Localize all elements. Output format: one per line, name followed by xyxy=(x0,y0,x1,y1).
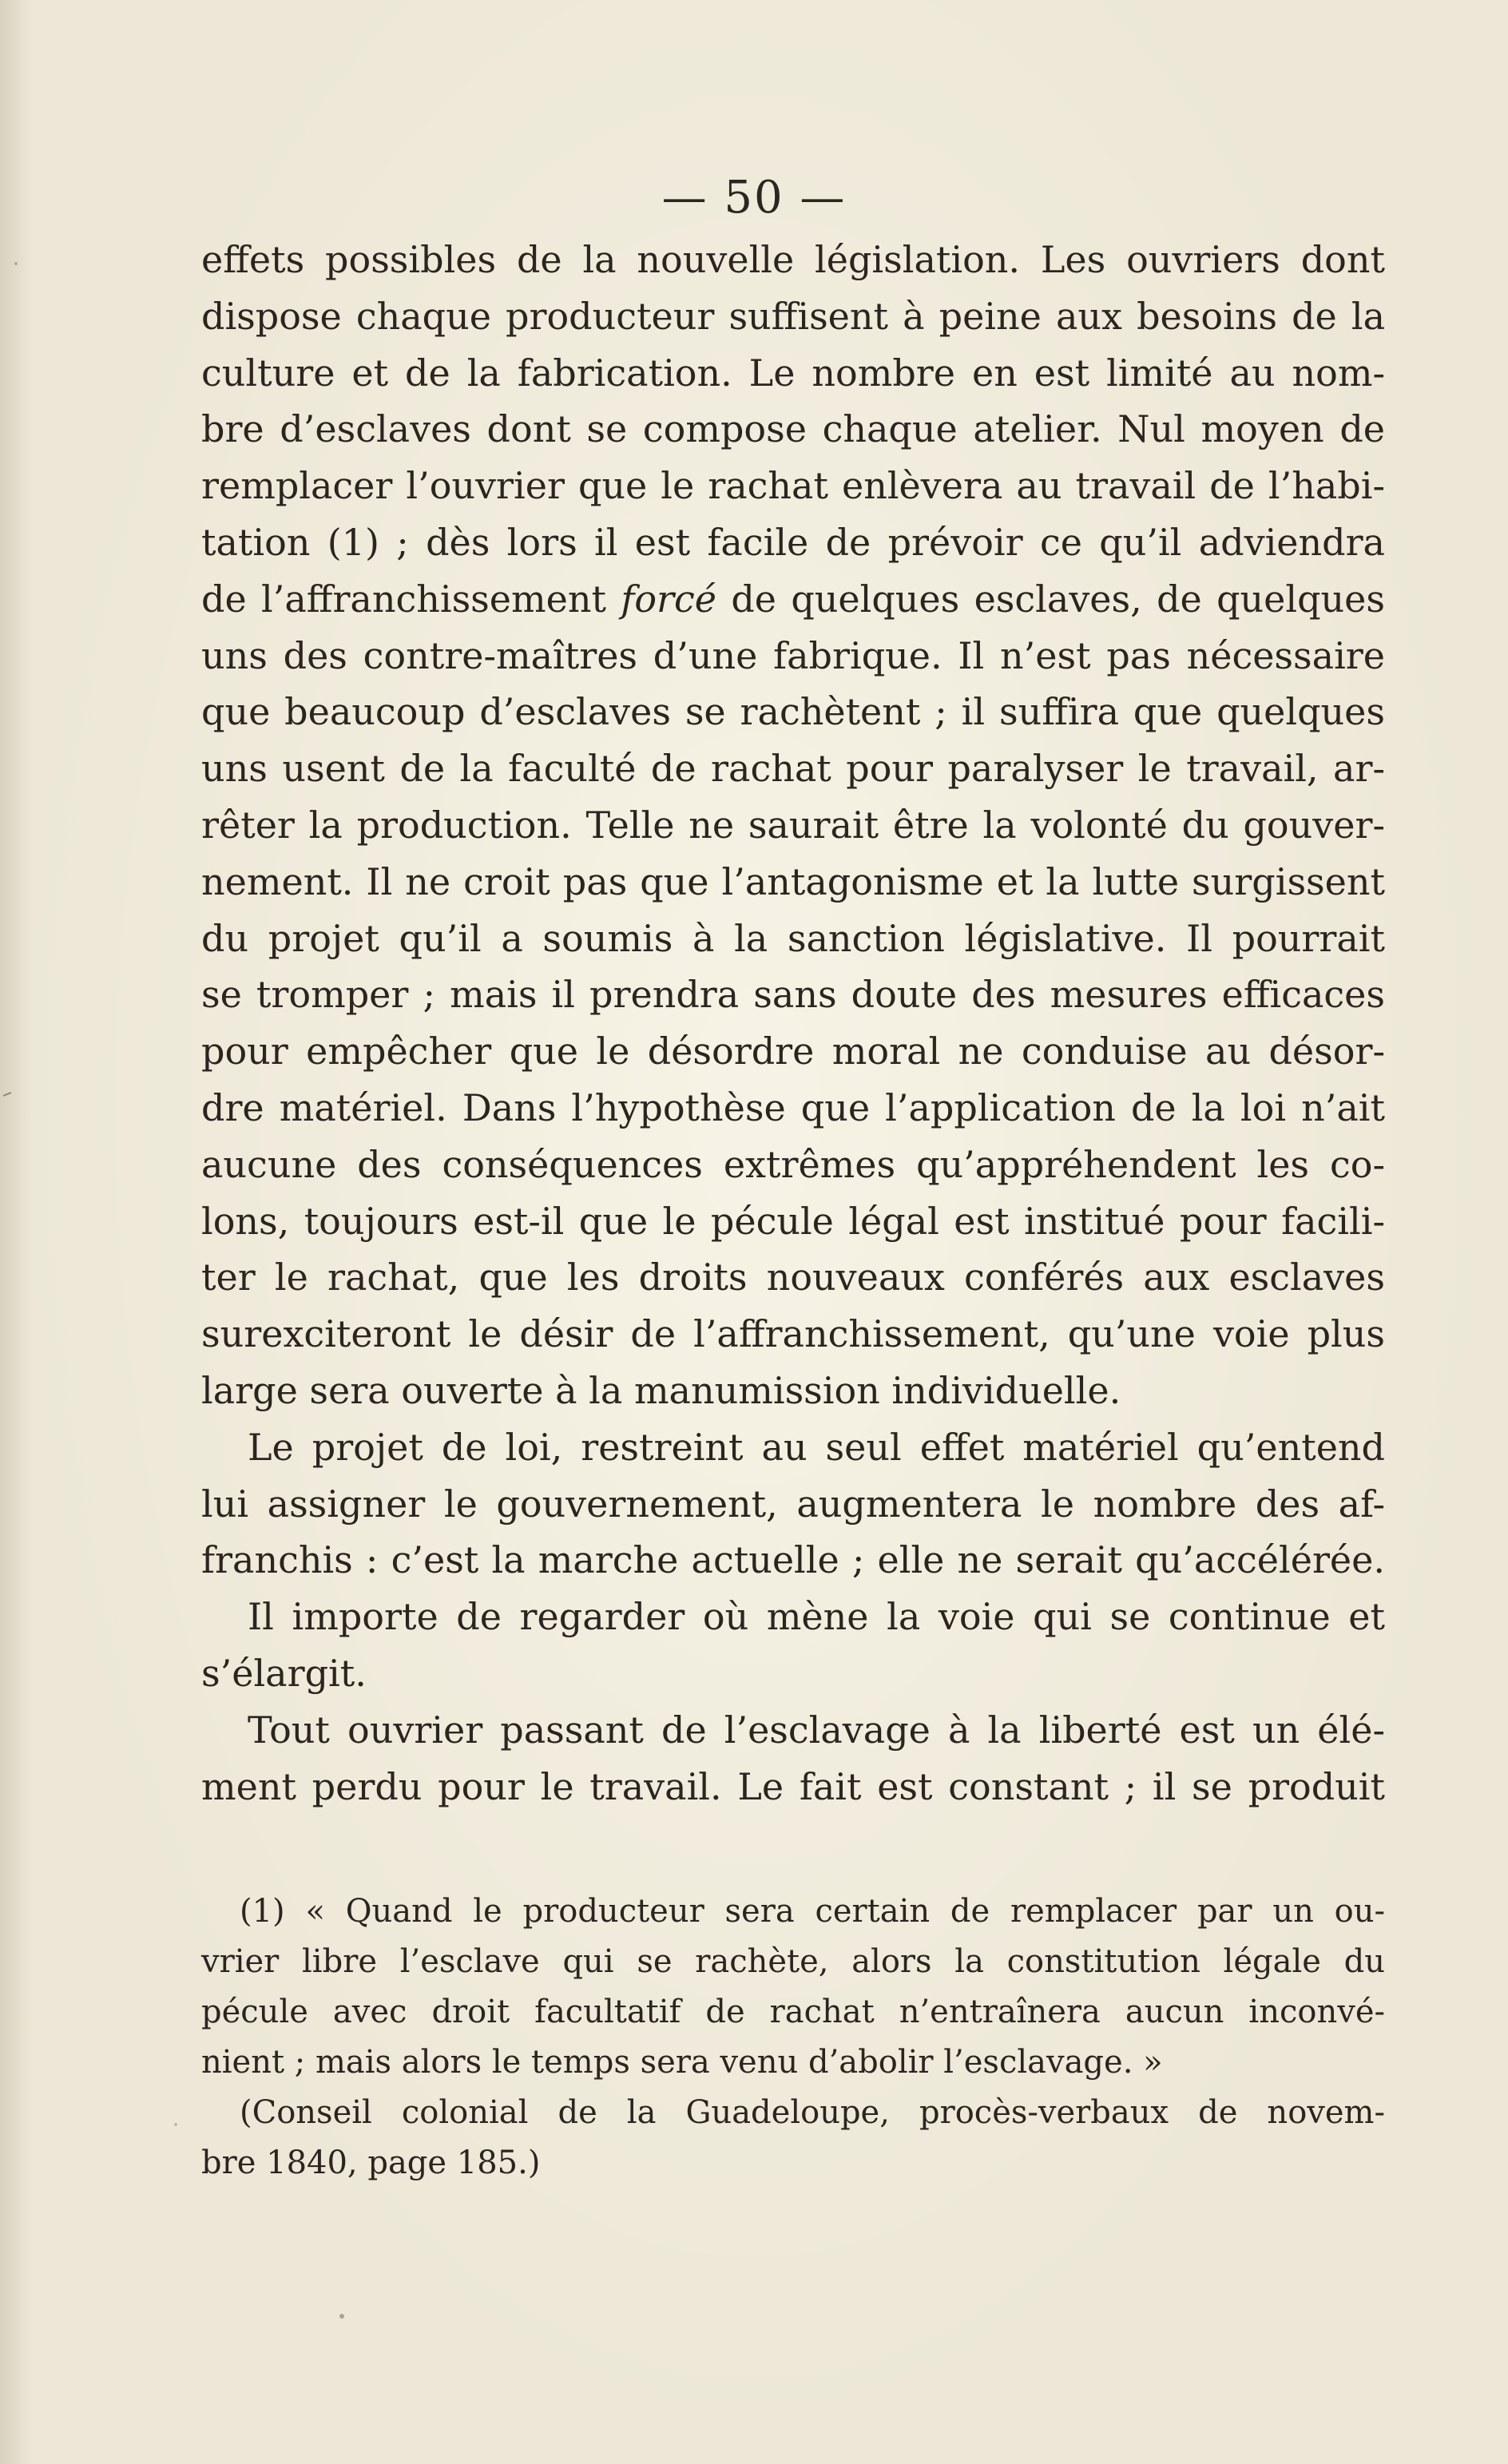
ink-speck xyxy=(14,262,18,265)
text-line: remplacer l’ouvrier que le rachat enlèvera au travail de l’habi- xyxy=(201,464,1385,508)
footnote-line: nient ; mais alors le temps sera venu d’abolir l’esclavage. » xyxy=(201,2044,1163,2081)
text-line: culture et de la fabrication. Le nombre en est limité au nom- xyxy=(201,351,1385,395)
text-line: large sera ouverte à la manumission individuelle. xyxy=(201,1368,1121,1412)
text-line: aucune des conséquences extrêmes qu’appréhendent les co- xyxy=(201,1142,1385,1186)
text-line: rêter la production. Telle ne saurait être la volonté du gouver- xyxy=(201,803,1385,847)
text-line: Tout ouvrier passant de l’esclavage à la liberté est un élé- xyxy=(248,1708,1385,1752)
footnote-line: pécule avec droit facultatif de rachat n’entraînera aucun inconvé- xyxy=(201,1994,1385,2030)
text-line: surexciteront le désir de l’affranchissement, qu’une voie plus xyxy=(201,1312,1385,1356)
text-line: tation (1) ; dès lors il est facile de prévoir ce qu’il adviendra xyxy=(201,520,1385,564)
text-line: franchis : c’est la marche actuelle ; elle ne serait qu’accélérée. xyxy=(201,1538,1385,1582)
text-line: uns des contre-maîtres d’une fabrique. Il n’est pas nécessaire xyxy=(201,633,1385,677)
text-line: dispose chaque producteur suffisent à peine aux besoins de la xyxy=(201,294,1385,338)
footnote-line: bre 1840, page 185.) xyxy=(201,2145,541,2181)
text-line: lons, toujours est-il que le pécule légal est institué pour facili- xyxy=(201,1199,1385,1243)
page-edge-mark xyxy=(3,1093,11,1096)
text-line: bre d’esclaves dont se compose chaque atelier. Nul moyen de xyxy=(201,407,1385,451)
ink-speck xyxy=(339,2314,344,2319)
text-line: se tromper ; mais il prendra sans doute des mesures efficaces xyxy=(201,973,1385,1017)
ink-speck xyxy=(174,2123,177,2126)
footnote-line: (Conseil colonial de la Guadeloupe, procès-verbaux de novem- xyxy=(240,2094,1385,2131)
text-line: pour empêcher que le désordre moral ne conduise au désor- xyxy=(201,1030,1385,1073)
footnote-line: vrier libre l’esclave qui se rachète, alors la constitution légale du xyxy=(201,1943,1385,1980)
text-line: nement. Il ne croit pas que l’antagonisme et la lutte surgissent xyxy=(201,859,1385,903)
emphasis: forcé xyxy=(621,577,717,621)
text-line: ment perdu pour le travail. Le fait est constant ; il se produit xyxy=(201,1764,1385,1808)
text-line: Il importe de regarder où mène la voie qui se continue et xyxy=(248,1595,1385,1639)
text-line: s’élargit. xyxy=(201,1651,367,1695)
text-line: effets possibles de la nouvelle législation. Les ouvriers dont xyxy=(201,238,1385,281)
text-line: Le projet de loi, restreint au seul effet matériel qu’entend xyxy=(248,1425,1385,1469)
text-line: dre matériel. Dans l’hypothèse que l’application de la loi n’ait xyxy=(201,1085,1385,1129)
text-line: du projet qu’il a soumis à la sanction législative. Il pourrait xyxy=(201,916,1385,960)
page-number: — 50 — xyxy=(661,172,847,224)
text-line: ter le rachat, que les droits nouveaux conférés aux esclaves xyxy=(201,1256,1385,1299)
footnote-line: (1) « Quand le producteur sera certain de remplacer par un ou- xyxy=(240,1893,1385,1930)
text-line: lui assigner le gouvernement, augmentera le nombre des af- xyxy=(201,1482,1385,1526)
text-line: uns usent de la faculté de rachat pour paralyser le travail, ar- xyxy=(201,747,1385,791)
text-line: de l’affranchissement forcé de quelques esclaves, de quelques xyxy=(201,577,1385,621)
text-line: que beaucoup d’esclaves se rachètent ; il suffira que quelques xyxy=(201,690,1385,734)
